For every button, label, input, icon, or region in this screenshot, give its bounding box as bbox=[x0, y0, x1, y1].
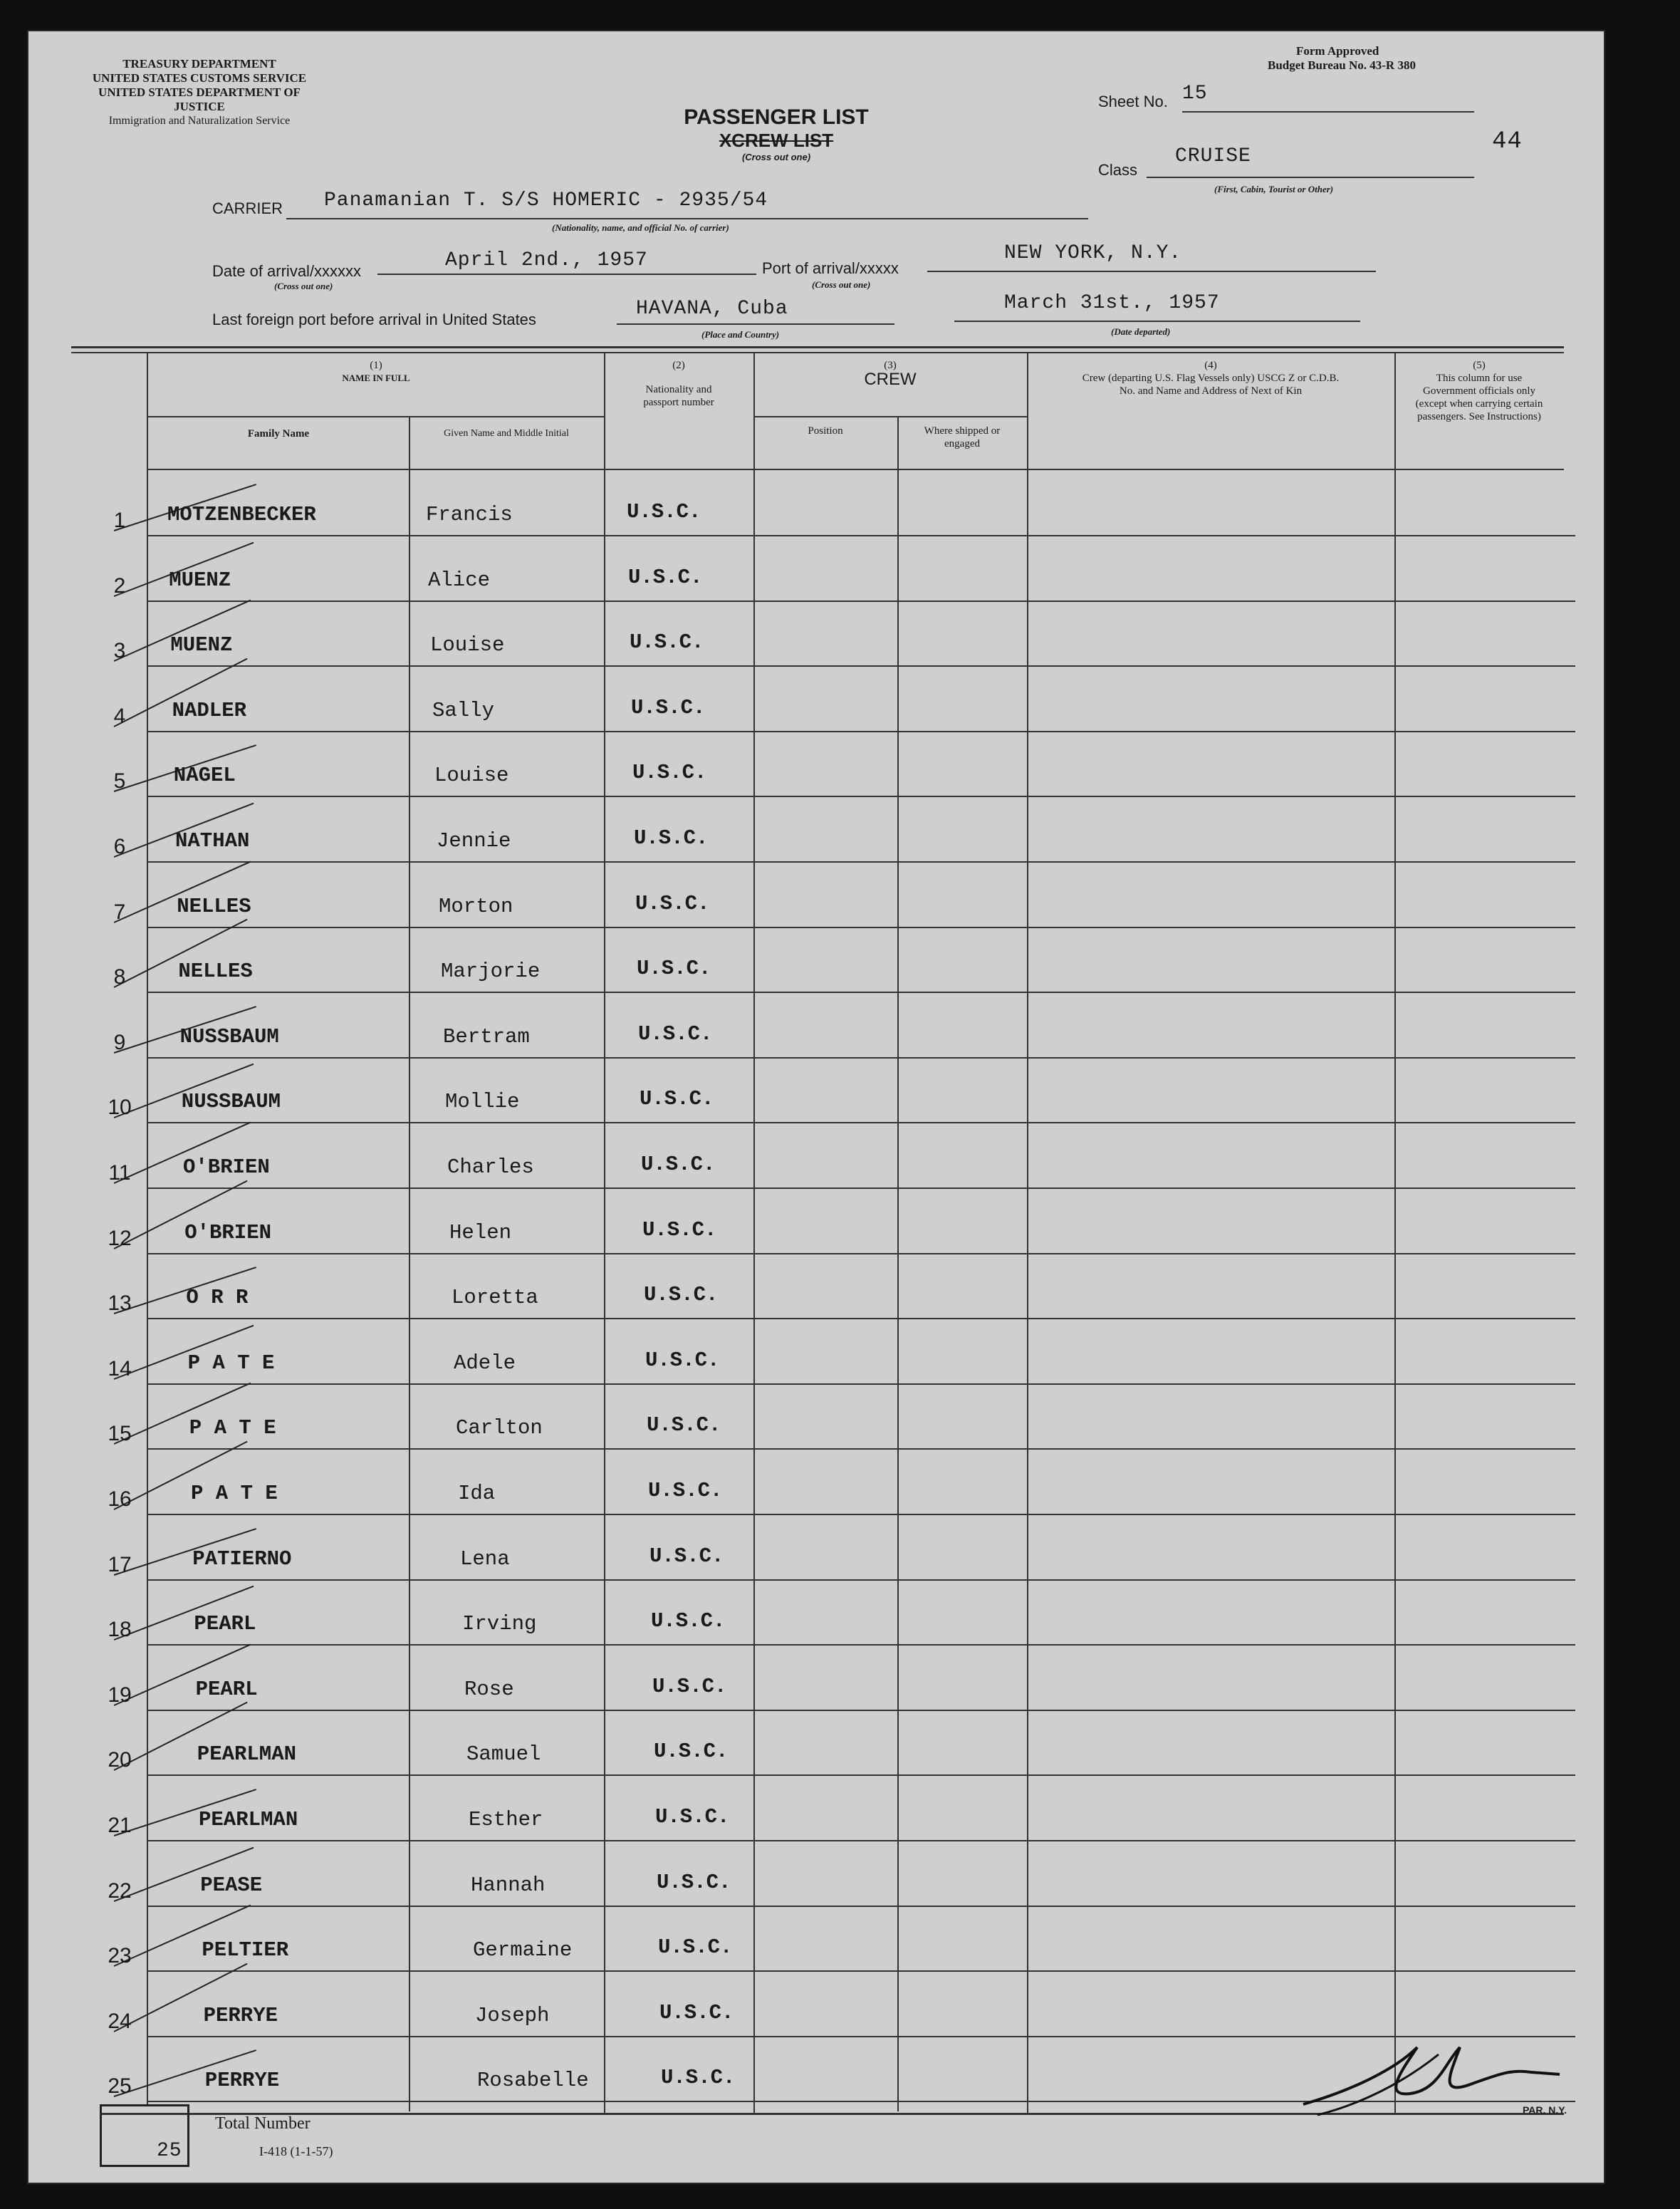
form-code: I-418 (1-1-57) bbox=[259, 2144, 333, 2158]
family-name: NELLES bbox=[178, 960, 253, 984]
agency-line: UNITED STATES DEPARTMENT OF JUSTICE bbox=[98, 85, 301, 113]
nationality: U.S.C. bbox=[655, 1805, 730, 1829]
table-row bbox=[28, 1385, 1604, 1450]
class-label: Class bbox=[1098, 161, 1138, 179]
family-name: NUSSBAUM bbox=[179, 1024, 279, 1049]
col1-number: (1) bbox=[370, 360, 382, 371]
table-row bbox=[28, 472, 1604, 536]
carrier-value: Panamanian T. S/S HOMERIC - 2935/54 bbox=[324, 189, 768, 212]
nationality: U.S.C. bbox=[658, 1935, 733, 1960]
row-number: 13 bbox=[108, 1291, 132, 1316]
nationality: U.S.C. bbox=[657, 1870, 731, 1894]
nationality: U.S.C. bbox=[645, 1348, 720, 1372]
nationality: U.S.C. bbox=[635, 891, 710, 915]
table-row bbox=[28, 1320, 1604, 1385]
col1-title: NAME IN FULL bbox=[342, 373, 410, 383]
given-name: Helen bbox=[449, 1220, 512, 1244]
table-row bbox=[28, 602, 1604, 667]
row-number: 25 bbox=[108, 2074, 132, 2099]
title-passenger-list: PASSENGER LIST bbox=[684, 105, 869, 129]
page-number: 44 bbox=[1492, 128, 1523, 155]
row-number: 6 bbox=[113, 835, 126, 858]
table-row bbox=[28, 1777, 1604, 1841]
given-name: Irving bbox=[462, 1612, 537, 1636]
row-number: 22 bbox=[108, 1878, 132, 1903]
table-row bbox=[28, 1516, 1604, 1581]
given-name: Jennie bbox=[437, 829, 511, 853]
nationality: U.S.C. bbox=[649, 1544, 724, 1568]
col2-number: (2) bbox=[672, 360, 685, 371]
nationality: U.S.C. bbox=[651, 1609, 726, 1633]
table-row bbox=[28, 667, 1604, 732]
position-header: Position bbox=[808, 425, 843, 437]
row-number: 3 bbox=[113, 639, 126, 663]
family-name: PEARLMAN bbox=[197, 1742, 297, 1767]
agency-line: TREASURY DEPARTMENT bbox=[122, 57, 276, 71]
given-name: Francis bbox=[426, 503, 513, 526]
col3-title: CREW bbox=[864, 370, 917, 389]
row-number: 19 bbox=[108, 1683, 132, 1707]
given-name: Marjorie bbox=[441, 960, 541, 984]
last-port-hint: (Place and Country) bbox=[701, 329, 780, 340]
family-name: PEASE bbox=[200, 1873, 263, 1897]
class-hint: (First, Cabin, Tourist or Other) bbox=[1214, 184, 1334, 194]
family-name: MOTZENBECKER bbox=[167, 503, 316, 526]
family-name: PEARLMAN bbox=[199, 1808, 298, 1831]
row-number: 15 bbox=[108, 1422, 132, 1446]
row-number: 14 bbox=[108, 1356, 132, 1381]
given-name: Charles bbox=[447, 1155, 534, 1179]
family-name: PERRYE bbox=[204, 2069, 280, 2093]
family-name: P A T E bbox=[189, 1416, 276, 1440]
family-name: O R R bbox=[186, 1286, 249, 1310]
nationality: U.S.C. bbox=[641, 1153, 716, 1176]
budget-bureau: Budget Bureau No. 43-R 380 bbox=[1268, 58, 1416, 72]
nationality: U.S.C. bbox=[647, 1413, 721, 1438]
agency-line: Immigration and Naturalization Service bbox=[108, 115, 291, 127]
table-row bbox=[28, 1711, 1604, 1776]
col3-header bbox=[753, 359, 1027, 389]
given-name: Joseph bbox=[475, 2003, 550, 2027]
table-row bbox=[28, 1254, 1604, 1319]
col5-title: This column for use Government officials only (except when carrying certain passengers. See Instructions) bbox=[1415, 373, 1543, 422]
family-name: P A T E bbox=[191, 1482, 278, 1505]
given-name: Adele bbox=[454, 1351, 516, 1375]
nationality: U.S.C. bbox=[659, 2000, 734, 2025]
passenger-list-form bbox=[28, 31, 1604, 2183]
nationality: U.S.C. bbox=[630, 630, 704, 655]
row-number: 9 bbox=[113, 1030, 126, 1054]
total-number-label: Total Number bbox=[215, 2114, 311, 2133]
nationality: U.S.C. bbox=[642, 1217, 717, 1242]
given-name: Ida bbox=[458, 1482, 496, 1505]
row-number: 2 bbox=[113, 573, 126, 598]
nationality: U.S.C. bbox=[638, 1022, 713, 1046]
row-number: 5 bbox=[113, 769, 126, 794]
agency-block bbox=[78, 57, 320, 128]
given-name: Louise bbox=[434, 764, 509, 788]
nationality: U.S.C. bbox=[652, 1674, 727, 1698]
row-number: 10 bbox=[108, 1096, 132, 1120]
given-name: Germaine bbox=[473, 1938, 573, 1963]
family-name: NADLER bbox=[172, 698, 247, 722]
total-number-value: 25 bbox=[157, 2140, 182, 2162]
given-name: Rosabelle bbox=[477, 2069, 589, 2093]
nationality: U.S.C. bbox=[654, 1740, 729, 1764]
given-name: Hannah bbox=[471, 1873, 546, 1897]
given-name: Morton bbox=[439, 894, 513, 918]
table-row bbox=[28, 863, 1604, 928]
carrier-label: CARRIER bbox=[212, 199, 283, 217]
row-number: 12 bbox=[108, 1226, 132, 1250]
family-name: PATIERNO bbox=[192, 1547, 292, 1571]
family-name: PELTIER bbox=[202, 1938, 289, 1963]
cross-out-hint: (Cross out one) bbox=[741, 152, 811, 162]
col5-header bbox=[1394, 359, 1564, 423]
port-of-arrival-label: Port of arrival/xxxxx bbox=[762, 259, 899, 277]
nationality: U.S.C. bbox=[637, 957, 711, 981]
col4-number: (4) bbox=[1204, 360, 1217, 371]
table-row bbox=[28, 1124, 1604, 1189]
nationality: U.S.C. bbox=[648, 1479, 723, 1502]
given-name: Mollie bbox=[445, 1090, 520, 1114]
port-cross-hint: (Cross out one) bbox=[812, 279, 871, 290]
given-name: Bertram bbox=[443, 1024, 530, 1049]
family-name: MUENZ bbox=[169, 568, 231, 592]
row-number: 24 bbox=[108, 2009, 132, 2033]
table-row bbox=[28, 732, 1604, 797]
class-value: CRUISE bbox=[1175, 145, 1251, 167]
par-ny: PAR. N.Y. bbox=[1523, 2104, 1567, 2116]
col2-header bbox=[604, 359, 753, 409]
family-name: P A T E bbox=[187, 1351, 275, 1375]
given-name: Carlton bbox=[456, 1416, 543, 1440]
given-name: Sally bbox=[432, 698, 495, 722]
form-approved-block bbox=[1268, 44, 1416, 73]
nationality: U.S.C. bbox=[632, 761, 707, 785]
family-name: NUSSBAUM bbox=[181, 1090, 281, 1114]
row-number: 4 bbox=[113, 704, 126, 728]
family-name: NATHAN bbox=[175, 829, 250, 853]
form-approved: Form Approved bbox=[1296, 44, 1379, 58]
given-name-header: Given Name and Middle Initial bbox=[444, 428, 569, 439]
given-name: Lena bbox=[460, 1547, 510, 1571]
family-name-header: Family Name bbox=[247, 428, 310, 440]
given-name: Alice bbox=[428, 568, 491, 592]
title-crew-list: XCREW LIST bbox=[719, 130, 834, 151]
family-name: MUENZ bbox=[170, 633, 233, 657]
table-row bbox=[28, 1190, 1604, 1254]
family-name: PEARL bbox=[195, 1677, 258, 1701]
col4-title: Crew (departing U.S. Flag Vessels only) USCG Z or C.D.B. No. and Name and Address of Next of Kin bbox=[1082, 373, 1340, 397]
family-name: PERRYE bbox=[203, 2003, 278, 2027]
where-shipped-header: Where shipped or engaged bbox=[924, 425, 1001, 449]
table-row bbox=[28, 994, 1604, 1059]
port-of-arrival-value: NEW YORK, N.Y. bbox=[1004, 242, 1182, 264]
table-row bbox=[28, 1907, 1604, 1972]
given-name: Samuel bbox=[466, 1742, 541, 1767]
table-row bbox=[28, 928, 1604, 993]
table-row bbox=[28, 1646, 1604, 1711]
nationality: U.S.C. bbox=[640, 1087, 714, 1111]
row-number: 23 bbox=[108, 1944, 132, 1968]
nationality: U.S.C. bbox=[627, 500, 701, 524]
last-port-value: HAVANA, Cuba bbox=[636, 298, 788, 320]
col5-number: (5) bbox=[1473, 360, 1486, 371]
family-name: NAGEL bbox=[173, 764, 236, 788]
agency-line: UNITED STATES CUSTOMS SERVICE bbox=[92, 71, 307, 85]
last-port-label: Last foreign port before arrival in United States bbox=[212, 311, 536, 328]
family-name: NELLES bbox=[177, 894, 251, 918]
col4-header bbox=[1027, 359, 1394, 397]
row-number: 1 bbox=[113, 509, 126, 532]
row-number: 16 bbox=[108, 1487, 132, 1511]
sheet-number: 15 bbox=[1182, 83, 1208, 105]
family-name: O'BRIEN bbox=[184, 1220, 272, 1244]
row-number: 11 bbox=[108, 1161, 131, 1185]
given-name: Louise bbox=[430, 633, 505, 657]
table-row bbox=[28, 1842, 1604, 1907]
date-of-arrival-label: Date of arrival/xxxxxx bbox=[212, 262, 362, 280]
col2-title: Nationality and passport number bbox=[643, 384, 714, 408]
table-row bbox=[28, 537, 1604, 602]
signature-icon bbox=[1296, 2026, 1567, 2119]
form-title bbox=[669, 105, 883, 162]
given-name: Rose bbox=[464, 1677, 514, 1701]
date-cross-hint: (Cross out one) bbox=[274, 281, 333, 291]
given-name: Esther bbox=[469, 1808, 543, 1831]
date-departed-hint: (Date departed) bbox=[1111, 326, 1171, 337]
row-number: 20 bbox=[108, 1748, 132, 1772]
table-row bbox=[28, 1581, 1604, 1646]
sheet-label: Sheet No. bbox=[1098, 93, 1168, 110]
nationality: U.S.C. bbox=[661, 2066, 736, 2090]
table-row bbox=[28, 1059, 1604, 1123]
row-number: 18 bbox=[108, 1618, 132, 1642]
row-number: 21 bbox=[108, 1814, 132, 1837]
family-name: PEARL bbox=[194, 1612, 256, 1636]
nationality: U.S.C. bbox=[634, 826, 709, 850]
family-name: O'BRIEN bbox=[183, 1155, 270, 1179]
col3-number: (3) bbox=[884, 360, 897, 371]
row-number: 8 bbox=[113, 965, 126, 989]
col1-header bbox=[148, 359, 604, 385]
nationality: U.S.C. bbox=[644, 1283, 719, 1307]
nationality: U.S.C. bbox=[628, 565, 703, 589]
carrier-hint: (Nationality, name, and official No. of carrier) bbox=[552, 222, 729, 233]
table-row bbox=[28, 798, 1604, 863]
date-departed-value: March 31st., 1957 bbox=[1004, 292, 1220, 314]
row-number: 7 bbox=[113, 900, 126, 924]
row-number: 17 bbox=[108, 1552, 132, 1576]
date-of-arrival-value: April 2nd., 1957 bbox=[445, 249, 648, 271]
nationality: U.S.C. bbox=[631, 695, 706, 719]
table-row bbox=[28, 1450, 1604, 1515]
given-name: Loretta bbox=[452, 1286, 538, 1310]
